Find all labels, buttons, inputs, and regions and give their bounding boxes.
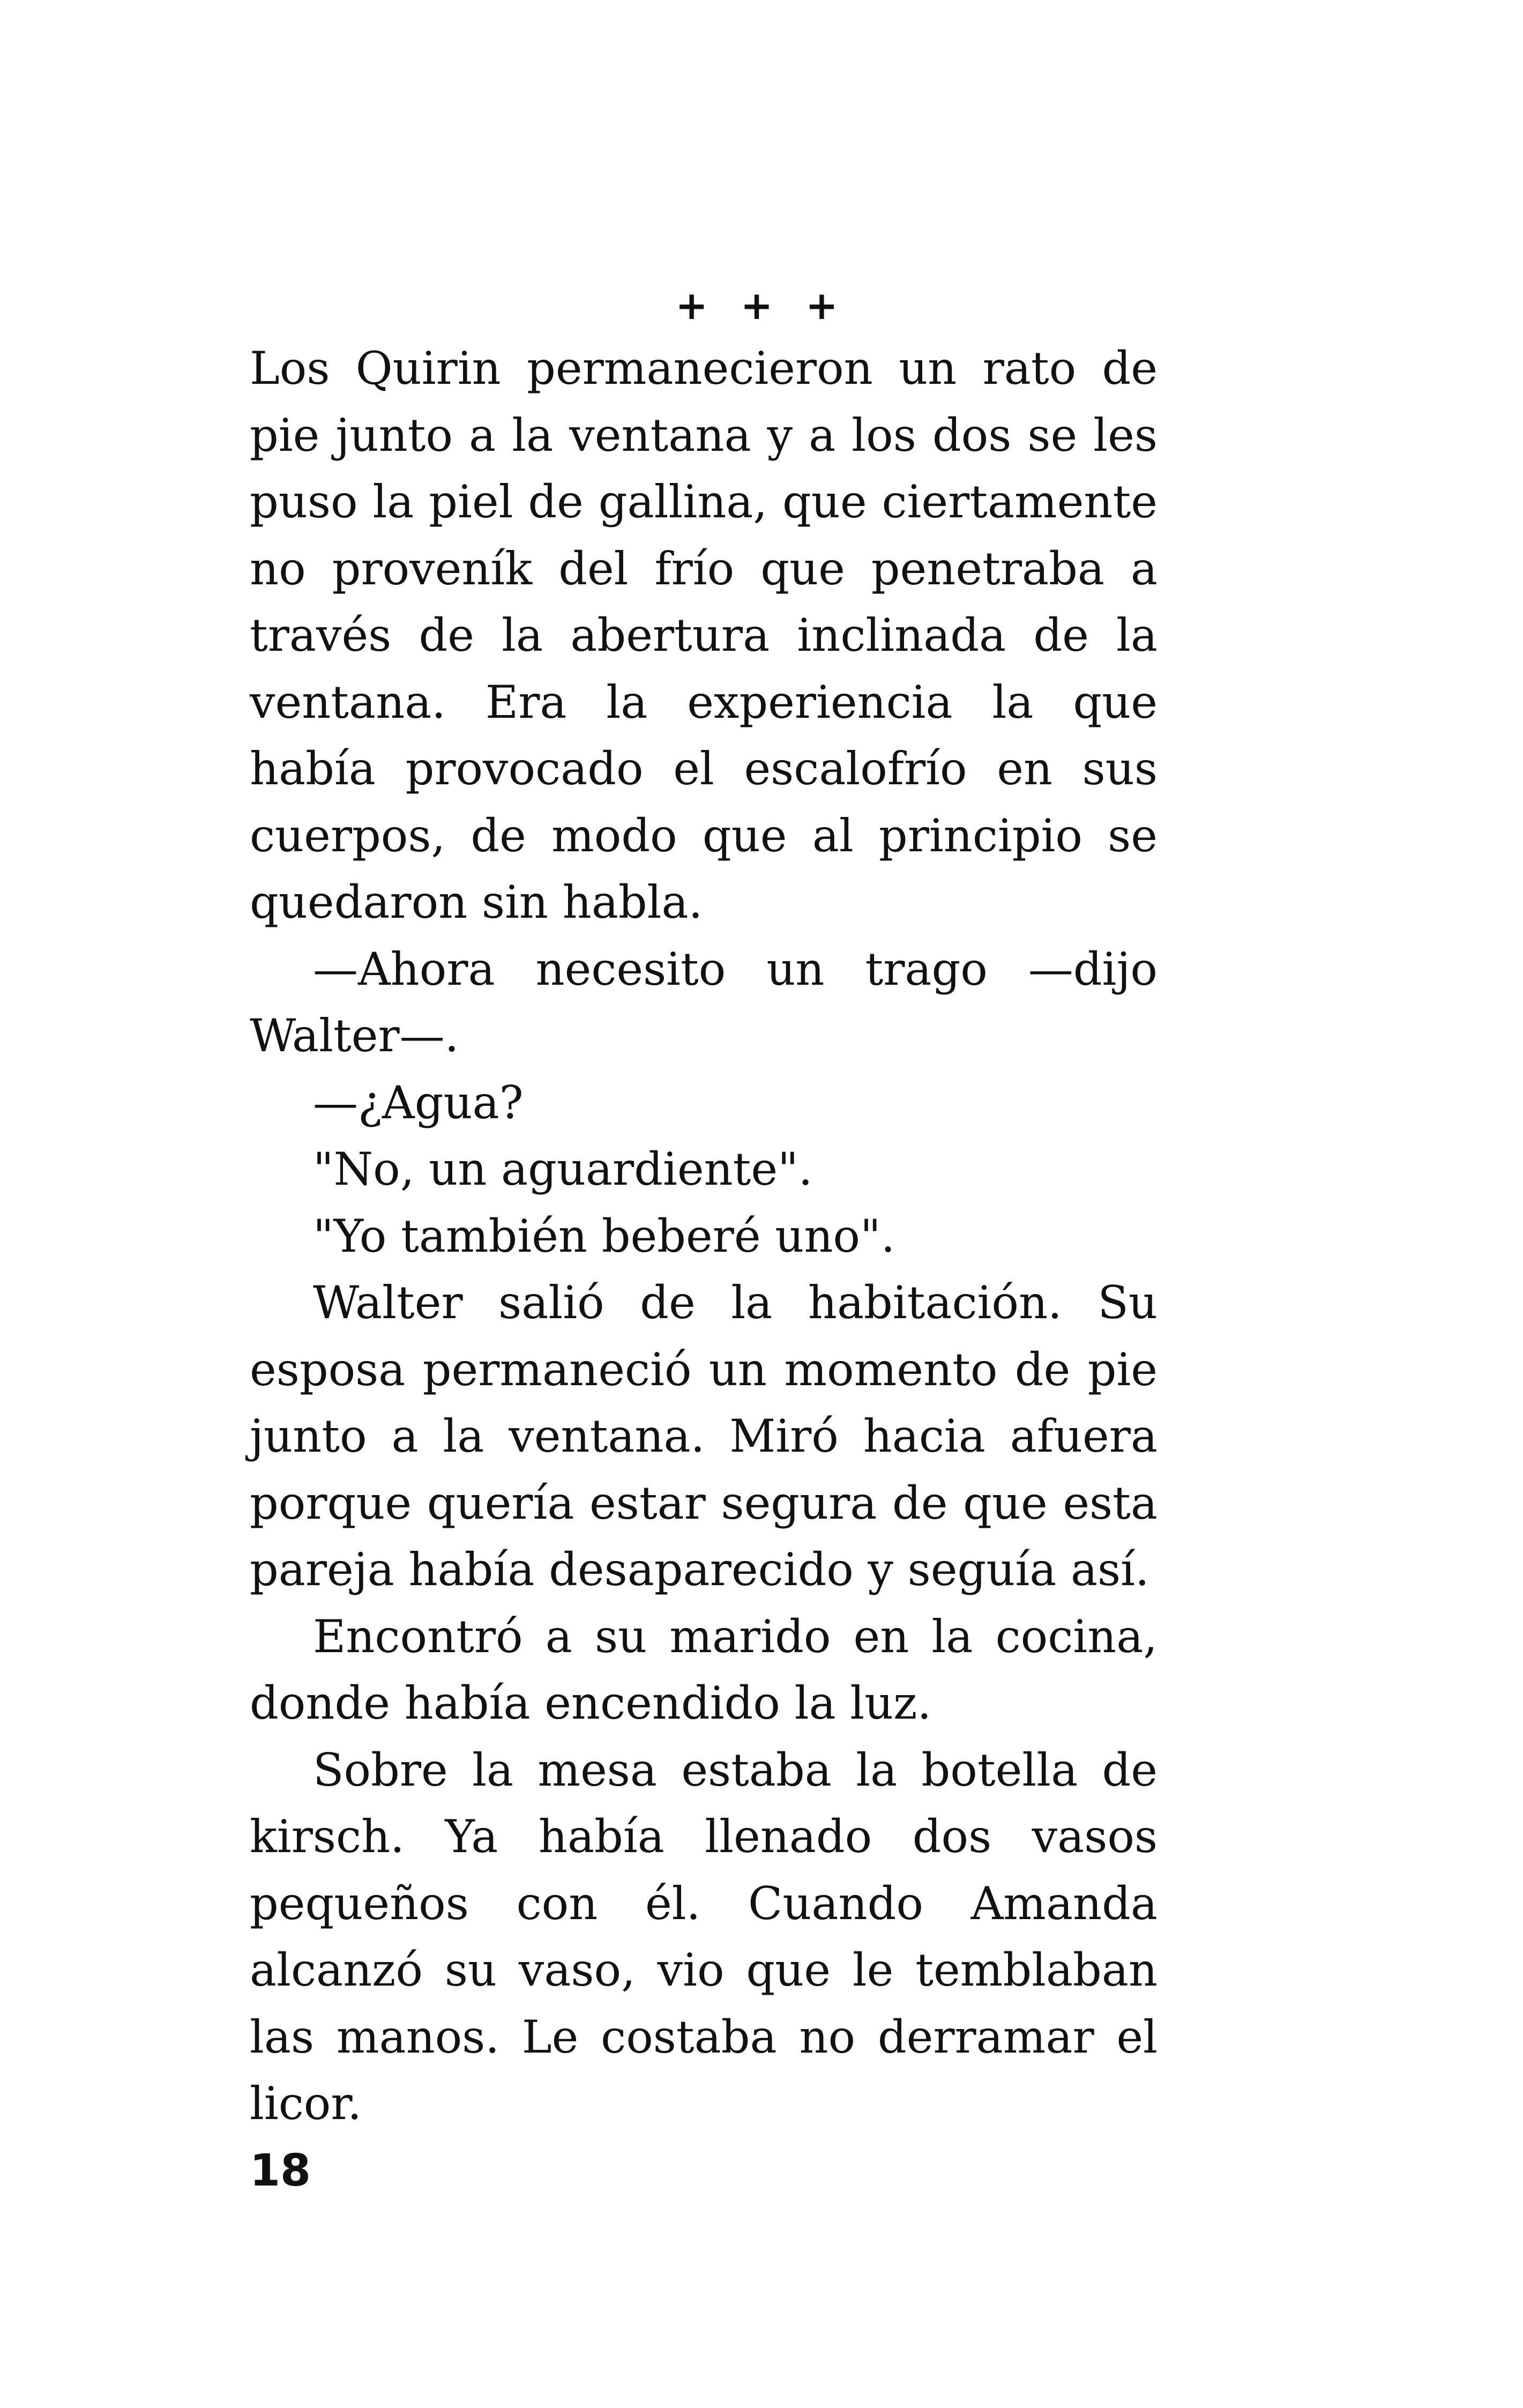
page-number: 18: [250, 2145, 311, 2196]
paragraph-2: —Ahora necesito un trago —dijo Walter—.: [250, 942, 1158, 1062]
paragraph-8: Sobre la mesa estaba la botella de kirsch. Ya había llenado dos vasos pequeños con él. Cuando Amanda alcanzó su vaso, vio que le temblaban las manos. Le costaba no derramar el licor.: [250, 1743, 1158, 2130]
paragraph-6: Walter salió de la habitación. Su esposa permaneció un momento de pie junto a la ventana. Miró hacia afuera porque quería estar segura de que esta pareja había desaparecido y seguía así.: [250, 1276, 1158, 1596]
paragraph-4: "No, un aguardiente".: [313, 1143, 813, 1195]
section-separator: + + +: [675, 283, 848, 328]
paragraph-7: Encontró a su marido en la cocina, donde había encendido la luz.: [250, 1610, 1158, 1729]
body-text: [250, 335, 1158, 2137]
paragraph-5: "Yo también beberé uno".: [313, 1209, 895, 1262]
paragraph-1: Los Quirin permanecieron un rato de pie junto a la ventana y a los dos se les puso la piel de gallina, que ciertamente no proveník del frío que penetraba a través de la abertura inclinada de la ventana. Era la experiencia la que había provocado el escalofrío en sus cuerpos, de modo que al principio se quedaron sin habla.: [250, 342, 1158, 928]
paragraph-3: —¿Agua?: [313, 1076, 524, 1129]
